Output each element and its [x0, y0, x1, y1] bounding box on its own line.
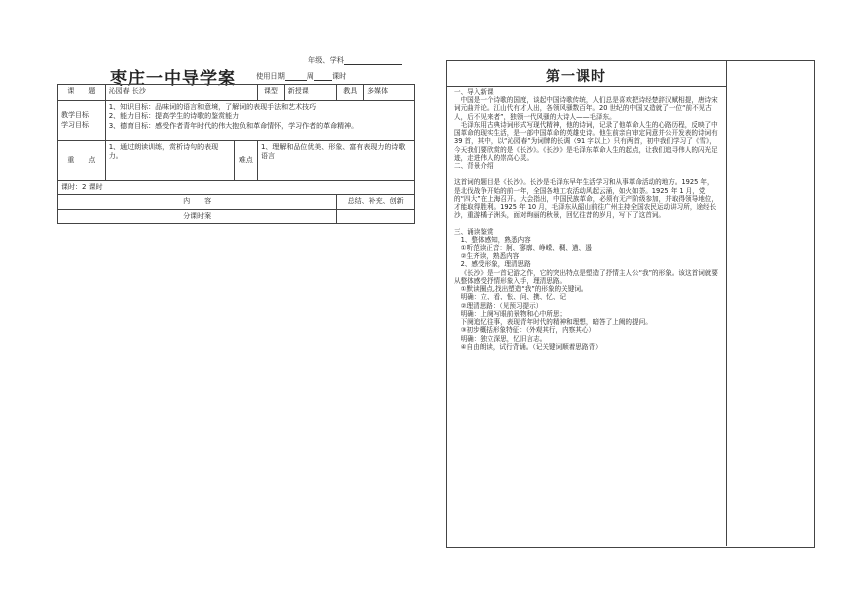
- paragraph: 中国是一个诗歌的国度，谈起中国诗歌传统，人们总是喜欢把诗经楚辞汉赋相提，唐诗宋词元曲并论。江山代有才人出，各领风骚数百年。20 世纪的中国又造就了一位“前不见古人，后不见来者”，独领一代风骚的大诗人——毛泽东。: [454, 96, 718, 121]
- grade-subject-label: 年级、学科: [308, 55, 344, 65]
- list-item: ①听范读正音：舸、寥廓、峥嵘、稠、遒、遏: [460, 243, 592, 252]
- spacer: [454, 220, 720, 228]
- focus-value: 1、通过朗读训练，赏析诗句的表现力。: [105, 141, 234, 181]
- list-item: ④自由朗读，试行背诵。（记关键词顺着思路背）: [460, 342, 602, 351]
- difficulty-value: 1、理解和品位优美、形象、富有表现力的诗歌语言: [257, 141, 414, 181]
- content-label: 内 容: [58, 195, 337, 209]
- aids-label: 教具: [337, 85, 364, 101]
- period-label: 课时: [331, 71, 347, 81]
- section-heading: 三、诵读鉴赏: [454, 227, 494, 236]
- lesson-plan-table: [57, 84, 415, 224]
- goal-item: 2、能力目标：提高学生的诗歌的鉴赏能力: [108, 112, 240, 121]
- goal-item: 1、知识目标：品味词的语言和意境，了解词的表现手法和艺术技巧: [108, 103, 317, 111]
- topic-label: 课 题: [58, 85, 106, 101]
- right-notes-column: [726, 60, 727, 546]
- paragraph: 毛泽东用古典诗词形式写现代精神，他的诗词，记录了他革命人生的心路历程，反映了中国革命的现实生活，是一部中国革命的英雄史诗。他生前亲自审定同意并公开发表的诗词有 39 首，其中，以“沁园春”为词牌的长调（91 字以上）只有两首，初中我们学习了《雪》，今天我们要欣赏的是《长沙》。《长沙》是毛泽东革命人生的起点，让我们追寻伟人的闪光足迹，走进伟人的崇高心灵。: [454, 120, 718, 162]
- summary-label: 总结、补充、创新: [337, 195, 415, 209]
- hours: 课时：2 课时: [58, 181, 415, 195]
- topic-value: 沁园春 长沙: [105, 85, 257, 101]
- summary-cell: [337, 209, 415, 223]
- paragraph: 《长沙》是一首记游之作，它的突出特点是塑造了抒情主人公“我”的形象。该这首词就要从整体感受抒情形象入手，理清思路。: [454, 268, 718, 285]
- period-time-label: 分课时案: [58, 209, 337, 223]
- list-item: ①默读圈点,找出塑造“我”的形象的关键词。: [460, 285, 588, 294]
- week-blank: [314, 72, 332, 81]
- type-label: 课型: [257, 85, 284, 101]
- right-title: 第一课时: [546, 69, 606, 85]
- right-title-separator: [446, 86, 726, 87]
- goals-list: [105, 101, 414, 141]
- type-value: 新授课: [284, 85, 337, 101]
- lesson-body: [454, 88, 720, 351]
- list-item: 明确：独立深思，忆旧言志。: [460, 334, 547, 343]
- list-item: ②生齐读，熟悉内容: [460, 252, 520, 261]
- aids-value: 多媒体: [364, 85, 415, 101]
- list-item: 下阕追忆往事，表现青年时代的精神和理想，暗答了上阙的提问。: [460, 318, 652, 327]
- list-item: 明确：上阕写眼前景物和心中所思；: [460, 309, 567, 318]
- goal-item: 3、德育目标：感受作者青年时代的伟大抱负和革命情怀，学习作者的革命精神。: [108, 121, 359, 130]
- focus-label: 重 点: [58, 141, 106, 181]
- main-title: 枣庄一中导学案: [110, 69, 236, 89]
- list-item: ③初步概括形象特征：（外观其行，内察其心）: [460, 326, 596, 335]
- list-item: 明确：立、看、怅、问、携、忆、记: [460, 293, 567, 302]
- list-item: 1、整体感知，熟悉内容: [460, 235, 531, 244]
- date-blank: [285, 72, 307, 81]
- section-heading: 二、背景介绍: [454, 162, 494, 171]
- section-heading: 一、导入新课: [454, 88, 494, 96]
- week-label: 周: [306, 71, 314, 81]
- grade-subject: [308, 56, 402, 65]
- list-item: 2、感受形象，理清思路: [460, 260, 531, 269]
- paragraph: 这首词的题目是《长沙》。长沙是毛泽东早年生活学习和从事革命活动的地方。1925 年，是北伐战争开始的前一年，全国各地工农活动风起云涌，如火如荼。1925 年 1 月，党的“四大”在上海召开。大会指出，中国民族革命，必须有无产阶级参加，并取得领导地位，才能取得胜利。1925 年 10 月，毛泽东从韶山前往广州主持全国农民运动讲习所，途经长沙，重游橘子洲头，面对绚丽的秋景，回忆往昔的岁月，写下了这首词。: [454, 178, 718, 220]
- goals-label: 教学目标 学习目标: [58, 101, 106, 141]
- use-date-label: 使用日期: [256, 71, 285, 81]
- list-item: ②理清思路：（见预习提示）: [460, 301, 543, 310]
- use-date: [256, 72, 346, 81]
- difficulty-label: 难点: [234, 141, 257, 181]
- grade-subject-blank: [344, 56, 402, 65]
